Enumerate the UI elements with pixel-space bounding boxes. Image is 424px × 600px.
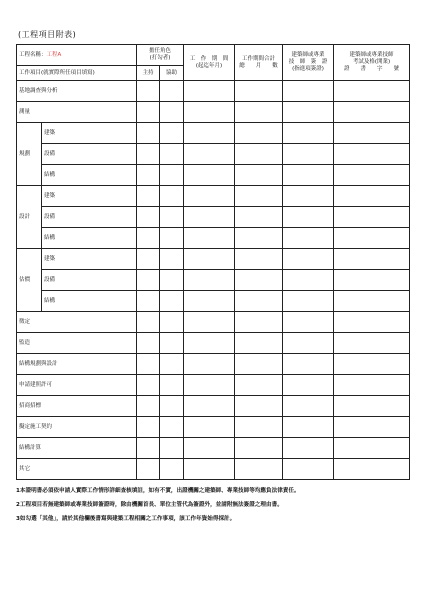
cell-period[interactable] — [184, 459, 235, 480]
sub-label-structure: 結構 — [42, 165, 137, 186]
sub-label-equipment: 設備 — [42, 144, 137, 165]
work-item-header: 工作項目(就實際所任項目填寫) — [17, 66, 137, 81]
cell-period[interactable] — [184, 396, 235, 417]
license-line-3: 證 書 字 號 — [344, 65, 400, 72]
cell-period[interactable] — [184, 333, 235, 354]
cell-main[interactable] — [137, 165, 160, 186]
table-row — [17, 144, 410, 165]
project-name-cell — [17, 45, 137, 66]
table-row — [17, 102, 410, 123]
cell-main[interactable] — [137, 312, 160, 333]
row-label-contract: 擬定施工契約 — [17, 417, 137, 438]
cell-license[interactable] — [334, 165, 410, 186]
cell-months[interactable] — [235, 165, 283, 186]
cell-main[interactable] — [137, 417, 160, 438]
cell-main[interactable] — [137, 186, 160, 207]
certification-header — [283, 45, 334, 81]
cell-months[interactable] — [235, 81, 283, 102]
cell-certification[interactable] — [283, 459, 334, 480]
cell-certification[interactable] — [283, 186, 334, 207]
cell-assist[interactable] — [160, 354, 184, 375]
period-header-line-2: (起迄年月) — [195, 62, 223, 69]
group-label-design: 設計 — [17, 186, 42, 249]
group-label-planning: 規劃 — [17, 123, 42, 186]
cell-license[interactable] — [334, 249, 410, 270]
certification-line-2: 技 師 簽 證 — [288, 59, 328, 66]
cell-main[interactable] — [137, 396, 160, 417]
document-title: (工程項目附表) — [18, 30, 77, 39]
cell-period[interactable] — [184, 354, 235, 375]
sub-label-building: 建築 — [42, 186, 137, 207]
cell-license[interactable] — [334, 354, 410, 375]
cell-certification[interactable] — [283, 81, 334, 102]
table-row — [17, 396, 410, 417]
cell-period[interactable] — [184, 375, 235, 396]
cell-main[interactable] — [137, 354, 160, 375]
cell-assist[interactable] — [160, 333, 184, 354]
license-line-2: 考試及格(開業) — [352, 59, 391, 66]
sub-label-building: 建築 — [42, 249, 137, 270]
note-2: 2工程項目若無建築師或專業技師簽證時，除由機關首長、單位主管代為簽證外，並請附無法簽證之理由書。 — [16, 502, 283, 508]
cell-license[interactable] — [334, 375, 410, 396]
period-header — [184, 45, 235, 81]
role-header — [137, 45, 184, 66]
cell-main[interactable] — [137, 249, 160, 270]
cell-certification[interactable] — [283, 165, 334, 186]
cell-assist[interactable] — [160, 375, 184, 396]
cell-period[interactable] — [184, 123, 235, 144]
table-row — [17, 81, 410, 102]
cell-main[interactable] — [137, 270, 160, 291]
cell-months[interactable] — [235, 438, 283, 459]
table-row — [17, 375, 410, 396]
cell-assist[interactable] — [160, 291, 184, 312]
cell-license[interactable] — [334, 396, 410, 417]
cell-months[interactable] — [235, 186, 283, 207]
table-row — [17, 459, 410, 480]
notes-section — [16, 484, 416, 526]
cell-certification[interactable] — [283, 312, 334, 333]
cell-months[interactable] — [235, 249, 283, 270]
cell-license[interactable] — [334, 207, 410, 228]
project-name-value: 工程A — [46, 51, 62, 58]
license-header — [334, 45, 410, 81]
cell-main[interactable] — [137, 81, 160, 102]
sub-label-equipment: 設備 — [42, 270, 137, 291]
table-header-row — [17, 45, 410, 66]
row-label-review: 徵定 — [17, 312, 137, 333]
cell-license[interactable] — [334, 333, 410, 354]
role-main-header: 主持 — [137, 66, 160, 81]
cell-months[interactable] — [235, 333, 283, 354]
cell-assist[interactable] — [160, 207, 184, 228]
license-line-1: 建築師或專業技師 — [349, 52, 394, 59]
row-label-measurement: 測量 — [17, 102, 137, 123]
cell-months[interactable] — [235, 102, 283, 123]
cell-months[interactable] — [235, 375, 283, 396]
cell-assist[interactable] — [160, 186, 184, 207]
cell-months[interactable] — [235, 354, 283, 375]
table-row — [17, 165, 410, 186]
cell-months[interactable] — [235, 312, 283, 333]
cell-period[interactable] — [184, 144, 235, 165]
sub-label-structure: 結構 — [42, 228, 137, 249]
row-label-supervision: 監造 — [17, 333, 137, 354]
cell-assist[interactable] — [160, 228, 184, 249]
cell-period[interactable] — [184, 207, 235, 228]
cell-license[interactable] — [334, 186, 410, 207]
total-months-header — [235, 45, 283, 81]
row-label-site-survey: 基地調查與分析 — [17, 81, 137, 102]
cell-months[interactable] — [235, 417, 283, 438]
cell-assist[interactable] — [160, 123, 184, 144]
row-label-tender: 招商招標 — [17, 396, 137, 417]
cell-main[interactable] — [137, 291, 160, 312]
table-row — [17, 417, 410, 438]
cell-license[interactable] — [334, 438, 410, 459]
cell-main[interactable] — [137, 228, 160, 249]
role-assist-header: 協助 — [160, 66, 184, 81]
cell-certification[interactable] — [283, 228, 334, 249]
cell-license[interactable] — [334, 270, 410, 291]
table-row — [17, 438, 410, 459]
cell-months[interactable] — [235, 228, 283, 249]
cell-assist[interactable] — [160, 270, 184, 291]
table-row — [17, 207, 410, 228]
table-row — [17, 270, 410, 291]
cell-certification[interactable] — [283, 249, 334, 270]
cell-main[interactable] — [137, 207, 160, 228]
cell-certification[interactable] — [283, 438, 334, 459]
cell-certification[interactable] — [283, 102, 334, 123]
cell-period[interactable] — [184, 438, 235, 459]
cell-assist[interactable] — [160, 165, 184, 186]
cell-period[interactable] — [184, 81, 235, 102]
project-name-label: 工程名稱： — [19, 51, 47, 58]
cell-assist[interactable] — [160, 312, 184, 333]
group-label-estimate: 估價 — [17, 249, 42, 312]
cell-certification[interactable] — [283, 417, 334, 438]
table-row — [17, 312, 410, 333]
table-row — [17, 249, 410, 270]
cell-assist[interactable] — [160, 249, 184, 270]
cell-months[interactable] — [235, 207, 283, 228]
cell-main[interactable] — [137, 459, 160, 480]
work-items-table — [16, 44, 410, 480]
total-months-line-1: 工作期間合計 — [242, 55, 276, 62]
cell-main[interactable] — [137, 123, 160, 144]
table-row — [17, 228, 410, 249]
cell-assist[interactable] — [160, 144, 184, 165]
cell-months[interactable] — [235, 144, 283, 165]
sub-label-structure: 結構 — [42, 291, 137, 312]
row-label-structure-plan: 結構規劃與設計 — [17, 354, 137, 375]
row-label-other: 其它 — [17, 459, 137, 480]
row-label-calc: 結構計算 — [17, 438, 137, 459]
cell-license[interactable] — [334, 312, 410, 333]
cell-assist[interactable] — [160, 81, 184, 102]
cell-main[interactable] — [137, 102, 160, 123]
cell-months[interactable] — [235, 270, 283, 291]
cell-assist[interactable] — [160, 396, 184, 417]
cell-license[interactable] — [334, 459, 410, 480]
cell-certification[interactable] — [283, 375, 334, 396]
cell-months[interactable] — [235, 396, 283, 417]
period-header-line-1: 工 作 期 間 — [189, 55, 229, 62]
sub-label-equipment: 設備 — [42, 207, 137, 228]
cell-months[interactable] — [235, 291, 283, 312]
note-3: 3如勾選「其他」，請於其他欄後書寫與建築工程相關之工作事項，該工作年資始得採計。 — [16, 516, 236, 522]
cell-license[interactable] — [334, 123, 410, 144]
cell-certification[interactable] — [283, 354, 334, 375]
cell-assist[interactable] — [160, 459, 184, 480]
cell-period[interactable] — [184, 417, 235, 438]
certification-line-3: (指進項簽證) — [292, 65, 324, 72]
cell-period[interactable] — [184, 291, 235, 312]
cell-period[interactable] — [184, 165, 235, 186]
total-months-line-2: 總 月 數 — [239, 62, 278, 69]
cell-license[interactable] — [334, 81, 410, 102]
table-row — [17, 123, 410, 144]
cell-certification[interactable] — [283, 291, 334, 312]
cell-months[interactable] — [235, 123, 283, 144]
cell-assist[interactable] — [160, 438, 184, 459]
cell-period[interactable] — [184, 249, 235, 270]
cell-license[interactable] — [334, 417, 410, 438]
cell-main[interactable] — [137, 144, 160, 165]
cell-main[interactable] — [137, 375, 160, 396]
table-row — [17, 291, 410, 312]
cell-assist[interactable] — [160, 102, 184, 123]
cell-license[interactable] — [334, 144, 410, 165]
cell-period[interactable] — [184, 270, 235, 291]
certification-line-1: 建築師或專業 — [291, 52, 325, 59]
cell-certification[interactable] — [283, 123, 334, 144]
cell-period[interactable] — [184, 228, 235, 249]
table-row — [17, 186, 410, 207]
role-header-line-1: 擔任角色 — [149, 48, 172, 55]
row-label-permit: 申請建照許可 — [17, 375, 137, 396]
cell-assist[interactable] — [160, 417, 184, 438]
cell-period[interactable] — [184, 312, 235, 333]
cell-period[interactable] — [184, 186, 235, 207]
cell-license[interactable] — [334, 102, 410, 123]
cell-certification[interactable] — [283, 396, 334, 417]
cell-certification[interactable] — [283, 333, 334, 354]
cell-months[interactable] — [235, 459, 283, 480]
cell-period[interactable] — [184, 102, 235, 123]
cell-certification[interactable] — [283, 207, 334, 228]
note-1: 1本證明書必須依申請人實際工作情形詳細查核填註，如有不實，出證機關之建築師、專業技師等均應負法律責任。 — [16, 488, 300, 494]
cell-certification[interactable] — [283, 270, 334, 291]
cell-license[interactable] — [334, 291, 410, 312]
table-row — [17, 333, 410, 354]
cell-license[interactable] — [334, 228, 410, 249]
role-header-line-2: (打勾者) — [149, 55, 171, 61]
table-row — [17, 354, 410, 375]
cell-main[interactable] — [137, 438, 160, 459]
cell-certification[interactable] — [283, 144, 334, 165]
cell-main[interactable] — [137, 333, 160, 354]
sub-label-building: 建築 — [42, 123, 137, 144]
